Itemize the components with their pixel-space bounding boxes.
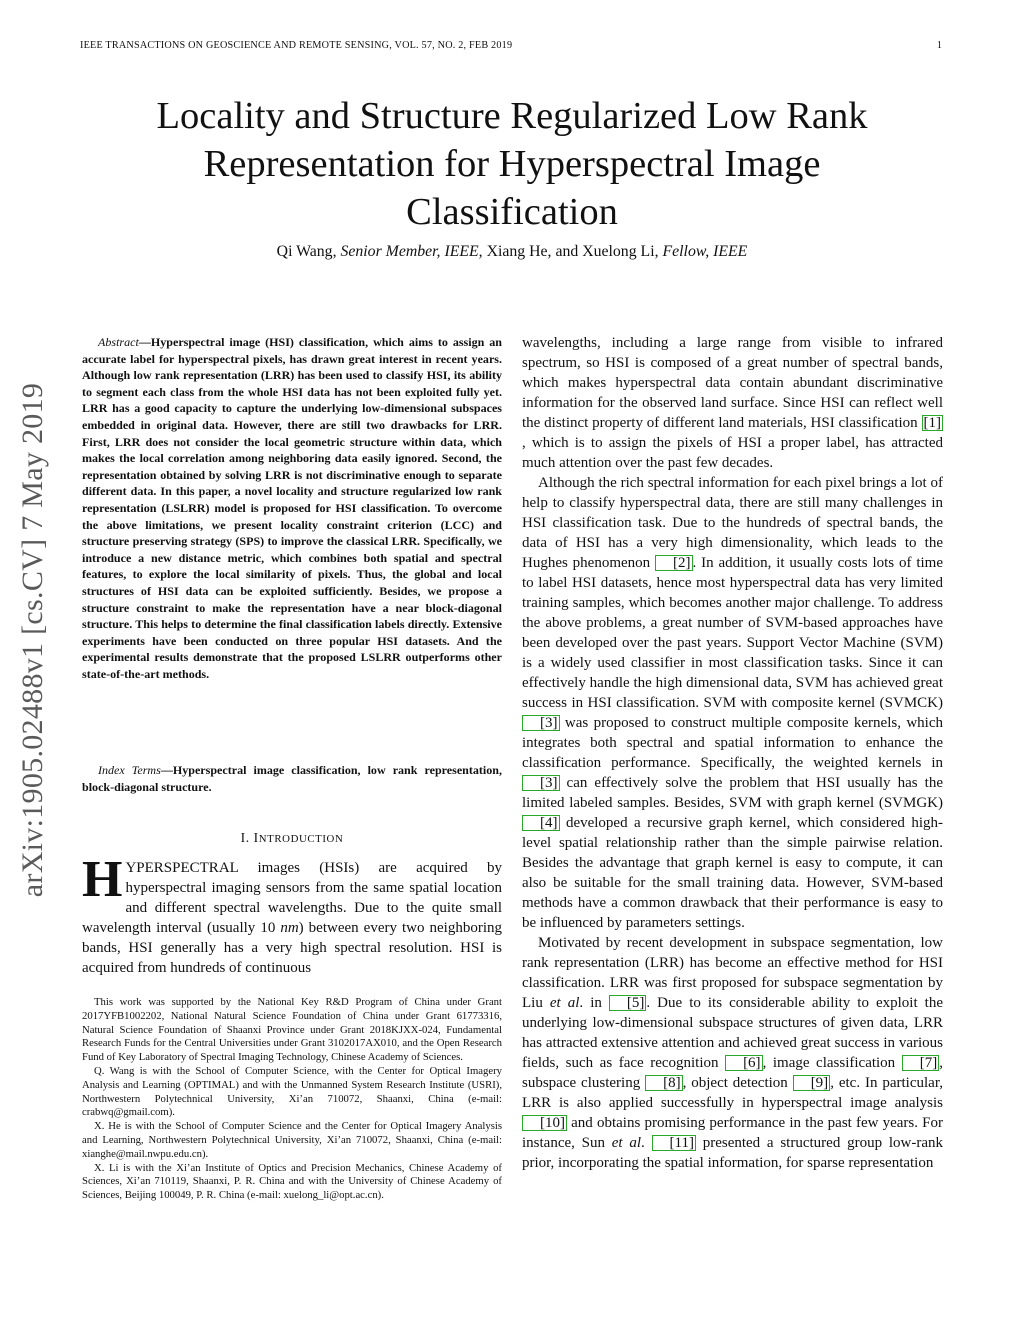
p2-text-d: can effectively solve the problem that HSI usually has the limited labeled samples. Besides, SVM with graph kernel (SVMGK) <box>522 775 943 811</box>
citation-link[interactable]: [8] <box>645 1075 683 1091</box>
page-number: 1 <box>936 40 942 51</box>
section-title-rest: NTRODUCTION <box>258 833 344 845</box>
p3-text-c: . Due to its considerable ability to exploit the underlying low-dimensional subspace structures of given data, LRR has attracted extensive attention and achieved great success in various fields, such as face recognition <box>522 995 943 1071</box>
p2-text-a: Although the rich spectral information for each pixel brings a lot of help to classify hyperspectral data, there are still many challenges in HSI classification task. Due to the hundreds of spectral bands, the data of HSI has a very high dimensionality, which leads to the Hughes phenomenon <box>522 475 943 571</box>
title-line-2: Representation for Hyperspectral Image <box>203 143 821 185</box>
paragraph-1 <box>522 333 943 473</box>
dropcap-letter: H <box>82 851 123 908</box>
citation-link[interactable]: [3] <box>522 775 560 791</box>
author-list <box>80 243 944 261</box>
abstract <box>82 334 502 682</box>
paragraph-3 <box>522 933 943 1173</box>
index-terms-lead: Index Terms <box>98 763 161 777</box>
citation-link[interactable]: [9] <box>793 1075 831 1091</box>
citation-link[interactable]: [2] <box>655 555 693 571</box>
p3-text-j: presented a structured group low-rank prior, incorporating the spatial information, for sparse representation <box>522 1135 943 1171</box>
section-numeral: I. <box>240 830 254 845</box>
p1-text-b: , which is to assign the pixels of HSI a proper label, has attracted much attention over the past few decades. <box>522 435 943 471</box>
footnote-author-3: X. Li is with the Xi’an Institute of Optics and Precision Mechanics, Chinese Academy of Sciences, Xi’an 710119, Shaanxi, P. R. China and with the University of Chinese Academy of Sciences, Beijing 100049, P. R. China (e-mail: xuelong_li@opt.ac.cn). <box>82 1161 502 1202</box>
p2-text-b: . In addition, it usually costs lots of time to label HSI datasets, hence most hyperspectral data has very limited training samples, which becomes another major challenge. To address the above problems, a great number of SVM-based approaches have been developed over the past years. Support Vector Machine (SVM) is a widely used classifier in most classification tasks. Since it can effectively handle the high dimensional data, SVM has achieved great success in HSI classification. SVM with composite kernel (SVMCK) <box>522 555 944 711</box>
intro-unit: nm <box>280 920 299 936</box>
p3-etal: et al <box>549 995 580 1011</box>
p3-text-e: , subspace clustering <box>522 1055 943 1091</box>
arxiv-sidebar <box>10 350 56 930</box>
footnotes <box>82 996 502 1203</box>
author-1-role: Senior Member, IEEE, <box>340 243 483 260</box>
index-terms <box>82 762 502 795</box>
p2-text-c: was proposed to construct multiple composite kernels, which integrates both spectral and spatial information to enhance the classification performance. Specifically, the weighted kernels in <box>522 715 943 771</box>
intro-text-a: YPERSPECTRAL images (HSIs) are acquired by hyperspectral imaging sensors from the same spatial location and different spectral wavelengths. Due to the quite small wavelength interval (usually 10 <box>82 860 502 936</box>
intro-text-b: ) between every two neighboring bands, HSI generally has a very high spectral resolution. HSI is acquired from hundreds of continuous <box>82 920 502 976</box>
citation-link[interactable]: [1] <box>923 415 941 431</box>
p3-text-a: Motivated by recent development in subspace segmentation, low rank representation (LRR) has become an effective method for HSI classification. LRR was first proposed for subspace segmentation by Liu <box>522 935 943 1011</box>
citation-link[interactable]: [6] <box>725 1055 763 1071</box>
running-head: IEEE TRANSACTIONS ON GEOSCIENCE AND REMOTE SENSING, VOL. 57, NO. 2, FEB 2019 <box>80 40 513 51</box>
paper-title <box>80 92 944 236</box>
p3-text-f: , object detection <box>682 1075 793 1091</box>
footnote-funding: This work was supported by the National Key R&D Program of China under Grant 2017YFB1002202, National Natural Science Foundation of China under Grant 61773316, Natural Science Foundation of Shaanxi Province under Grant 2018KJXX-024, Fundamental Research Funds for the Central Universities under Grant 3102017AX010, and the Open Research Fund of Key Laboratory of Spectral Imaging Technology, Chinese Academy of Sciences. <box>82 996 502 1064</box>
p3-etal-2: et al <box>611 1135 641 1151</box>
citation-link[interactable]: [7] <box>902 1055 940 1071</box>
title-line-1: Locality and Structure Regularized Low Rank <box>156 95 868 137</box>
title-line-3: Classification <box>406 191 618 233</box>
right-column <box>522 333 943 1173</box>
authors-rest: Xiang He, and Xuelong Li, <box>482 243 663 260</box>
footnote-author-2: X. He is with the School of Computer Science and the Center for Optical Imagery Analysis and Learning, Northwestern Polytechnical University, Xi’an 710072, Shaanxi, China (e-mail: xianghe@mail.nwpu.edu.cn). <box>82 1120 502 1160</box>
p2-text-e: developed a recursive graph kernel, which considered high-level spatial relationship rather than the simple pairwise relation. Besides the advantage that graph kernel is easy to compute, it can also be suitable for the small training data. However, SVM-based methods have a common drawback that their performance is easy to be influenced by parameters settings. <box>522 815 943 931</box>
p3-text-h: and obtains promising performance in the past few years. For instance, Sun <box>522 1115 943 1151</box>
section-first-letter: I <box>253 830 259 845</box>
p3-text-b: . in <box>579 995 609 1011</box>
citation-link[interactable]: [4] <box>522 815 560 831</box>
author-3-role: Fellow, IEEE <box>662 243 748 260</box>
arxiv-id[interactable]: arXiv:1905.02488v1 [cs.CV] 7 May 2019 <box>16 382 49 898</box>
intro-paragraph <box>82 851 502 978</box>
p3-text-g: , etc. In particular, LRR is also applied successfully in hyperspectral image analysis <box>522 1075 943 1111</box>
paragraph-2 <box>522 473 943 933</box>
footnote-author-1: Q. Wang is with the School of Computer Science, with the Center for Optical Imagery Analysis and Learning (OPTIMAL) and with the Unmanned System Research Institute (USRI), Northwestern Polytechnical University, Xi’an 710072, Shaanxi, China (e-mail: crabwq@gmail.com). <box>82 1064 502 1119</box>
section-heading <box>82 830 502 846</box>
citation-link[interactable]: [3] <box>522 715 560 731</box>
author-1: Qi Wang, <box>276 243 341 260</box>
index-terms-text: —Hyperspectral image classification, low rank representation, block-diagonal structure. <box>82 763 503 794</box>
citation-link[interactable]: [5] <box>609 995 647 1011</box>
p1-text-a: wavelengths, including a large range from visible to infrared spectrum, so HSI is composed of a great number of spectral bands, which makes hyperspectral data contain abundant discriminative information for the observed land surface. Since HSI can reflect well the distinct property of different land materials, HSI classification <box>522 335 943 431</box>
citation-link[interactable]: [11] <box>652 1135 696 1151</box>
abstract-lead: Abstract <box>98 335 139 349</box>
abstract-text: —Hyperspectral image (HSI) classification, which aims to assign an accurate label for hyperspectral pixels, has drawn great interest in recent years. Although low rank representation (LRR) has been used to classify HSI, its ability to segment each class from the whole HSI data has not been exploited fully yet. LRR has a good capacity to capture the underlying low-dimensional subspaces embedded in original data. However, there are still two drawbacks for LRR. First, LRR does not consider the local geometric structure within data, which makes the local correlation among neighboring data easily ignored. Second, the representation obtained by solving LRR is not discriminative enough to separate different data. In this paper, a novel locality and structure regularized low rank representation (LSLRR) model is proposed for HSI classification. To overcome the above limitations, we present locality constraint criterion (LCC) and structure preserving strategy (SPS) to improve the classical LRR. Specifically, we introduce a new distance metric, which combines both spatial and spectral features, to explore the local similarity of pixels. Thus, the global and local structures of HSI data can be exploited sufficiently. Besides, we propose a structure constraint to make the representation have a near block-diagonal structure. This helps to determine the final classification labels directly. Extensive experiments have been conducted on three popular HSI datasets. And the experimental results demonstrate that the proposed LSLRR outperforms other state-of-the-art methods. <box>82 335 502 681</box>
p3-text-i: . <box>641 1135 652 1151</box>
p3-text-d: , image classification <box>762 1055 902 1071</box>
citation-link[interactable]: [10] <box>522 1115 567 1131</box>
